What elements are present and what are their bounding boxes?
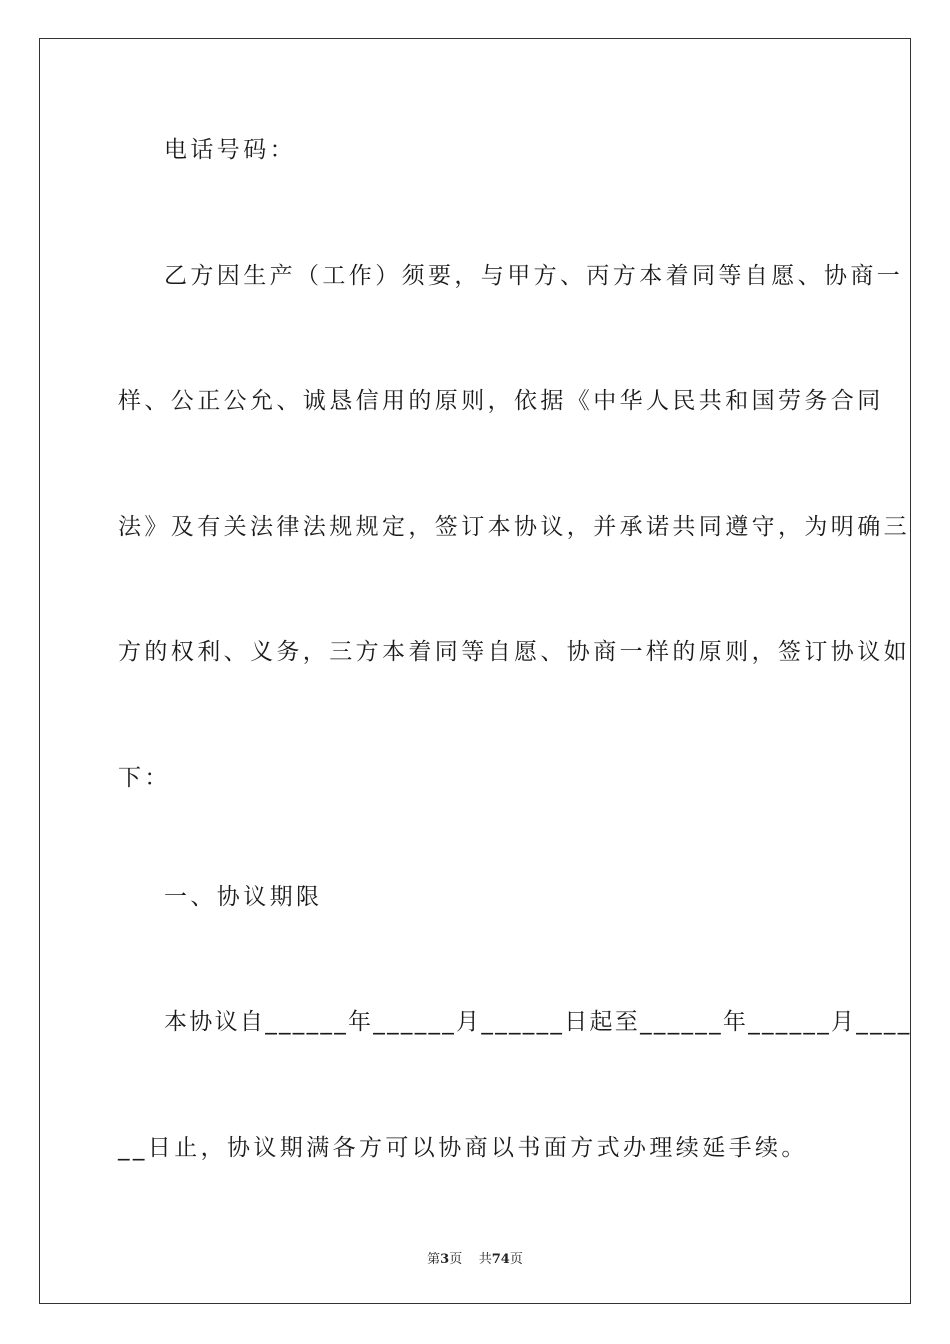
paragraph-line: 下：	[118, 765, 171, 791]
section-heading: 一、协议期限	[164, 884, 323, 910]
footer-total-suffix: 页	[509, 1252, 523, 1267]
paragraph-line: 样、公正公允、诚恳信用的原则，依据《中华人民共和国劳务合同	[118, 388, 884, 414]
footer-page-suffix: 页	[449, 1252, 463, 1267]
paragraph-line: 方的权利、义务，三方本着同等自愿、协商一样的原则，签订协议如	[118, 639, 910, 665]
paragraph-line: 乙方因生产（工作）须要，与甲方、丙方本着同等自愿、协商一	[164, 263, 904, 289]
footer-total-prefix: 共	[478, 1252, 492, 1267]
page-border	[39, 38, 911, 1304]
footer-total-pages: 74	[491, 1252, 510, 1267]
phone-label: 电话号码：	[164, 137, 296, 163]
footer-page-prefix: 第	[427, 1252, 441, 1267]
page-footer	[0, 1248, 950, 1267]
paragraph-line: 本协议自______年______月______日起至______年______月____	[164, 1009, 912, 1035]
paragraph-line: __日止，协议期满各方可以协商以书面方式办理续延手续。	[118, 1135, 808, 1161]
footer-page-number: 3	[440, 1252, 450, 1267]
paragraph-line: 法》及有关法律法规规定，签订本协议，并承诺共同遵守，为明确三	[118, 514, 910, 540]
